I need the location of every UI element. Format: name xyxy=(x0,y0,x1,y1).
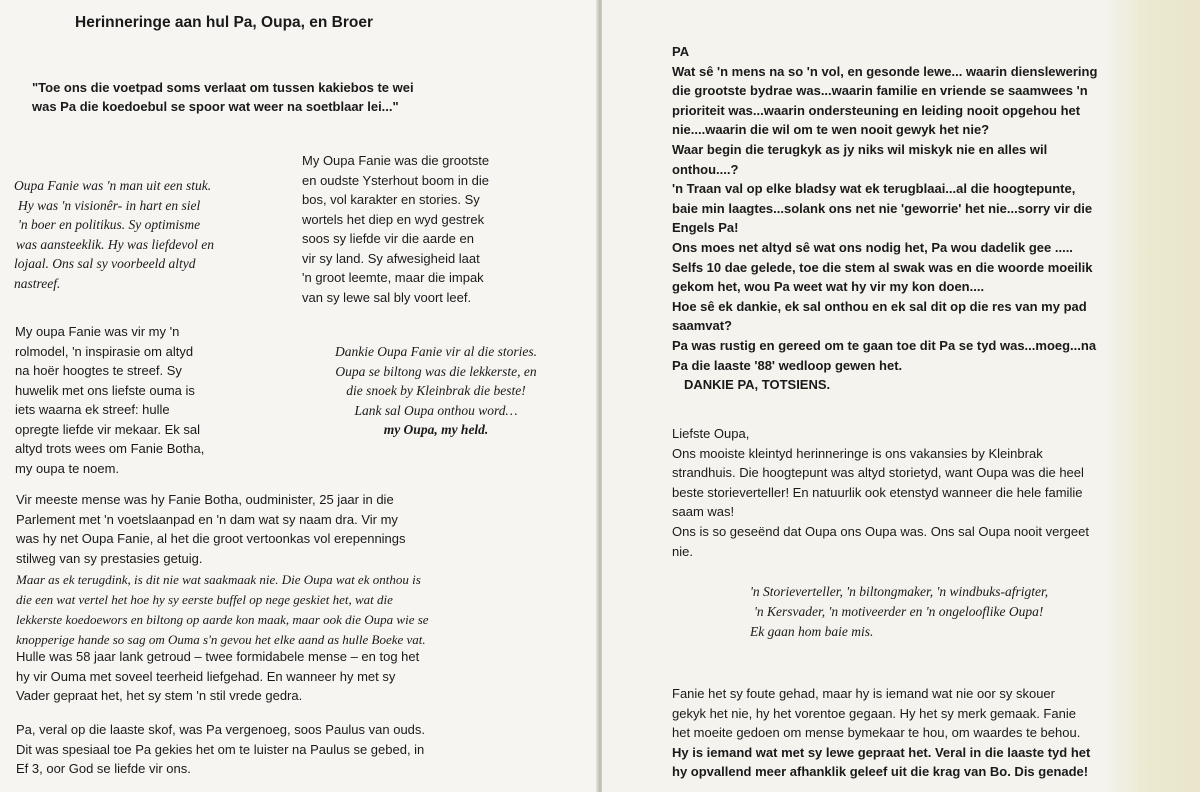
text-line: Lank sal Oupa onthou word… xyxy=(354,402,518,418)
storieverteller-italic xyxy=(750,582,1048,641)
text-line: huwelik met ons liefste ouma is xyxy=(15,382,195,398)
text-line: baie min laagtes...solank ons net nie 'geworrie' het nie...sorry vir die xyxy=(672,200,1093,216)
text-line: Pa, veral op die laaste skof, was Pa vergenoeg, soos Paulus van ouds. xyxy=(16,722,426,737)
text-line: soos sy liefde vir die aarde en xyxy=(302,231,474,246)
left-page xyxy=(0,0,598,792)
oupa-letter xyxy=(672,424,1089,561)
text-line: na hoër hoogtes te streef. Sy xyxy=(15,363,182,378)
pa-closing: DANKIE PA, TOTSIENS. xyxy=(684,377,831,393)
text-line: strandhuis. Die hoogtepunt was altyd storietyd, want Oupa was die heel xyxy=(672,465,1084,481)
text-line: die grootste bydrae was...waarin familie en vriende se saamwees 'n xyxy=(672,83,1088,99)
text-line: Hy is iemand wat met sy lewe gepraat het. Veral in die laaste tyd het xyxy=(672,744,1091,760)
paulus-paragraph xyxy=(16,720,425,779)
quote-line: "Toe ons die voetpad soms verlaat om tussen kakiebos te wei xyxy=(32,80,414,95)
text-line: Hulle was 58 jaar lank getroud – twee formidabele mense – en tog het xyxy=(16,649,420,664)
tribute-italic-paragraph xyxy=(14,176,214,293)
text-line: van sy lewe sal bly voort leef. xyxy=(302,289,472,305)
dankie-paragraph xyxy=(305,342,567,440)
text-line: saam was! xyxy=(672,504,735,520)
dankie-closing: my Oupa, my held. xyxy=(383,422,489,437)
text-line: beste storieverteller! En natuurlik ook etenstyd wanneer die hele familie xyxy=(672,484,1083,500)
fanie-paragraph xyxy=(672,684,1090,782)
text-line: saamvat? xyxy=(672,318,732,334)
text-line: rolmodel, 'n inspirasie om altyd xyxy=(15,343,194,359)
text-line: nie....waarin die wil om te wen nooit gewyk het nie? xyxy=(672,122,990,138)
text-line: 'n boer en politikus. Sy optimisme xyxy=(18,217,201,232)
text-line: My Oupa Fanie was die grootste xyxy=(302,153,490,168)
text-line: Maar as ek terugdink, is dit nie wat saakmaak nie. Die Oupa wat ek onthou is xyxy=(16,572,421,587)
text-line: Oupa se biltong was die lekkerste, en xyxy=(335,363,537,379)
text-line: Ons moes net altyd sê wat ons nodig het, Pa wou dadelik gee ..... xyxy=(672,239,1073,255)
text-line: bos, vol karakter en stories. Sy xyxy=(302,192,480,207)
vir-meeste-paragraph xyxy=(16,490,406,568)
text-line: knopperige hande so sag om Ouma s'n gevou het elke aand as hulle Boeke vat. xyxy=(16,632,426,647)
text-line: Ons is so geseënd dat Oupa ons Oupa was. Ons sal Oupa nooit vergeet xyxy=(672,523,1089,539)
text-line: hy vir Ouma met soveel teerheid liefgehad. En wanneer hy met sy xyxy=(16,668,396,684)
text-line: Hoe sê ek dankie, ek sal onthou en ek sal dit op die res van my pad xyxy=(672,298,1087,314)
text-line: Wat sê 'n mens na so 'n vol, en gesonde lewe... waarin dienslewering xyxy=(672,63,1098,79)
pa-heading: PA xyxy=(672,44,690,59)
text-line: Selfs 10 dae gelede, toe die stem al swak was en die woorde moeilik xyxy=(672,259,1093,275)
text-line: was hy net Oupa Fanie, al het die groot vertoonkas vol erepennings xyxy=(16,531,406,546)
paper-stain xyxy=(1105,0,1200,792)
text-line: opregte liefde vir mekaar. Ek sal xyxy=(15,421,200,437)
text-line: stilweg van sy prestasies getuig. xyxy=(16,550,203,566)
text-line: Waar begin die terugkyk as jy niks wil miskyk nie en alles wil xyxy=(672,141,1048,157)
text-line: lojaal. Ons sal sy voorbeeld altyd xyxy=(14,256,196,271)
quote-line: was Pa die koedoebul se spoor wat weer na soetblaar lei..." xyxy=(32,99,399,114)
text-line: Engels Pa! xyxy=(672,220,739,236)
text-line: 'n Traan val op elke bladsy wat ek terugblaai...al die hoogtepunte, xyxy=(672,181,1076,197)
ysterhout-paragraph xyxy=(302,151,489,307)
text-line: nastreef. xyxy=(14,275,61,291)
text-line: My oupa Fanie was vir my 'n xyxy=(15,324,180,339)
text-line: onthou....? xyxy=(672,161,739,177)
text-line: my oupa te noem. xyxy=(15,460,120,476)
text-line: Vir meeste mense was hy Fanie Botha, oudminister, 25 jaar in die xyxy=(16,492,394,507)
text-line: was aansteeklik. Hy was liefdevol en xyxy=(16,236,214,252)
text-line: Oupa Fanie was 'n man uit een stuk. xyxy=(14,178,212,193)
text-line: wortels het diep en wyd gestrek xyxy=(302,211,485,227)
text-line: altyd trots wees om Fanie Botha, xyxy=(15,441,205,456)
text-line: hy opvallend meer afhanklik geleef uit die krag van Bo. Dis genade! xyxy=(672,764,1089,780)
text-line: en oudste Ysterhout boom in die xyxy=(302,172,489,188)
text-line: lekkerste koedoewors en biltong op aarde kon maak, maar ook die Oupa wie se xyxy=(16,612,429,627)
text-line: 'n Kersvader, 'n motiveerder en 'n ongelooflike Oupa! xyxy=(754,603,1044,619)
text-line: gekyk het nie, hy het vorentoe gegaan. Hy het sy merk gemaak. Fanie xyxy=(672,705,1076,721)
text-line: Ek gaan hom baie mis. xyxy=(750,623,874,639)
text-line: Dankie Oupa Fanie vir al die stories. xyxy=(334,344,538,359)
text-line: Dit was spesiaal toe Pa gekies het om te luister na Paulus se gebed, in xyxy=(16,741,425,757)
text-line: die een wat vertel het hoe hy sy eerste buffel op nege geskiet het, wat die xyxy=(16,592,393,607)
text-line: Fanie het sy foute gehad, maar hy is iemand wat nie oor sy skouer xyxy=(672,686,1055,701)
text-line: nie. xyxy=(672,543,693,559)
text-line: 'n Storieverteller, 'n biltongmaker, 'n windbuks-afrigter, xyxy=(750,584,1049,599)
letter-salutation: Liefste Oupa, xyxy=(672,426,750,441)
text-line: Vader gepraat het, het sy stem 'n stil vrede gedra. xyxy=(16,688,303,703)
hulle-paragraph xyxy=(16,647,419,706)
text-line: Pa was rustig en gereed om te gaan toe dit Pa se tyd was...moeg...na xyxy=(672,337,1097,353)
text-line: Ef 3, oor God se liefde vir ons. xyxy=(16,761,191,776)
text-line: die snoek by Kleinbrak die beste! xyxy=(346,383,526,398)
text-line: Hy was 'n visionêr- in hart en siel xyxy=(18,197,201,213)
text-line: vir sy land. Sy afwesigheid laat xyxy=(302,250,480,266)
text-line: Parlement met 'n voetslaanpad en 'n dam wat sy naam dra. Vir my xyxy=(16,511,398,527)
text-line: iets waarna ek streef: hulle xyxy=(15,402,170,417)
right-page xyxy=(602,0,1200,792)
opening-quote xyxy=(32,78,414,116)
text-line: gekom het, wou Pa weet wat hy vir my kon doen.... xyxy=(672,279,985,295)
pa-tribute xyxy=(672,42,1097,395)
page-title: Herinneringe aan hul Pa, Oupa, en Broer xyxy=(75,14,374,31)
text-line: Ons mooiste kleintyd herinneringe is ons vakansies by Kleinbrak xyxy=(672,445,1043,461)
text-line: het moeite gedoen om mense bymekaar te hou, om waardes te behou. xyxy=(672,725,1081,741)
text-line: prioriteit was...waarin ondersteuning en leiding nooit opgehou het xyxy=(672,102,1081,118)
text-line: Pa die laaste '88' wedloop gewen het. xyxy=(672,357,903,373)
text-line: 'n groot leemte, maar die impak xyxy=(302,270,484,285)
rolmodel-paragraph xyxy=(15,322,204,478)
maar-italic-paragraph xyxy=(16,570,429,650)
